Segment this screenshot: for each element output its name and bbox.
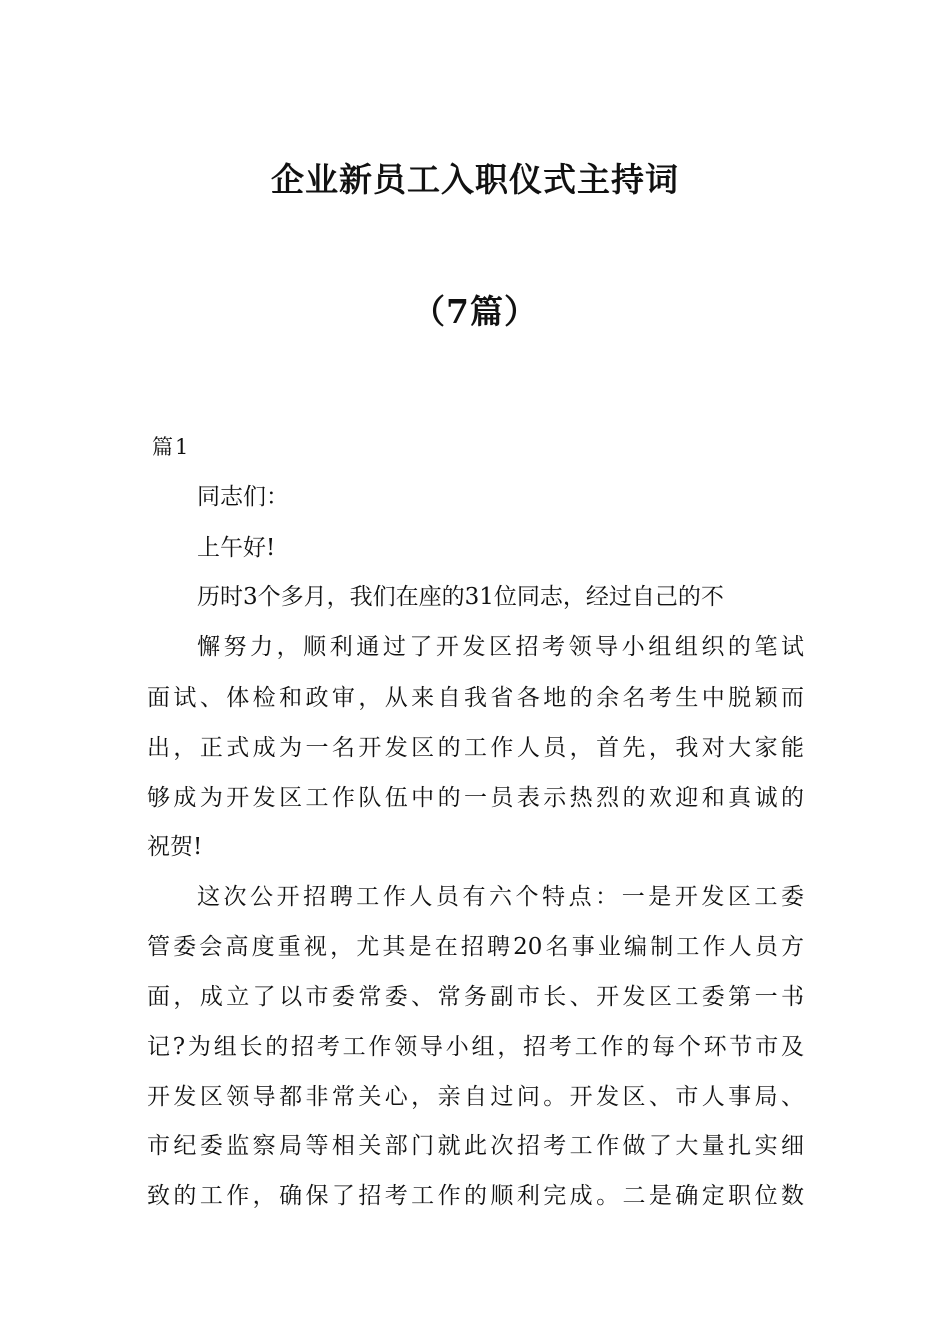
paragraph-line: 懈努力，顺利通过了开发区招考领导小组组织的笔试 bbox=[197, 634, 804, 660]
paragraph-line: 面试、体检和政审，从来自我省各地的余名考生中脱颖而 bbox=[147, 685, 804, 711]
paragraph-line: 面，成立了以市委常委、常务副市长、开发区工委第一书 bbox=[147, 984, 804, 1010]
paragraph-line: 出，正式成为一名开发区的工作人员，首先，我对大家能 bbox=[147, 735, 804, 761]
paragraph-line: 祝贺! bbox=[147, 834, 203, 860]
paragraph-line: 开发区领导都非常关心，亲自过问。开发区、市人事局、 bbox=[147, 1084, 804, 1110]
paragraph-line: 管委会高度重视，尤其是在招聘20名事业编制工作人员方 bbox=[147, 934, 804, 960]
paragraph-line: 上午好! bbox=[197, 535, 276, 561]
paragraph-line: 历时3个多月，我们在座的31位同志，经过自己的不 bbox=[197, 584, 724, 610]
section-label: 篇1 bbox=[152, 435, 191, 459]
paragraph-line: 够成为开发区工作队伍中的一员表示热烈的欢迎和真诚的 bbox=[147, 785, 804, 811]
paragraph-line: 致的工作，确保了招考工作的顺利完成。二是确定职位数 bbox=[147, 1183, 804, 1209]
paragraph-line: 同志们： bbox=[197, 484, 289, 510]
paragraph-line: 这次公开招聘工作人员有六个特点：一是开发区工委 bbox=[197, 884, 804, 910]
paragraph-line: 市纪委监察局等相关部门就此次招考工作做了大量扎实细 bbox=[147, 1133, 804, 1159]
document-title: 企业新员工入职仪式主持词 bbox=[271, 160, 679, 199]
document-subtitle: （7篇） bbox=[412, 292, 538, 331]
paragraph-line: 记?为组长的招考工作领导小组，招考工作的每个环节市及 bbox=[147, 1034, 804, 1060]
